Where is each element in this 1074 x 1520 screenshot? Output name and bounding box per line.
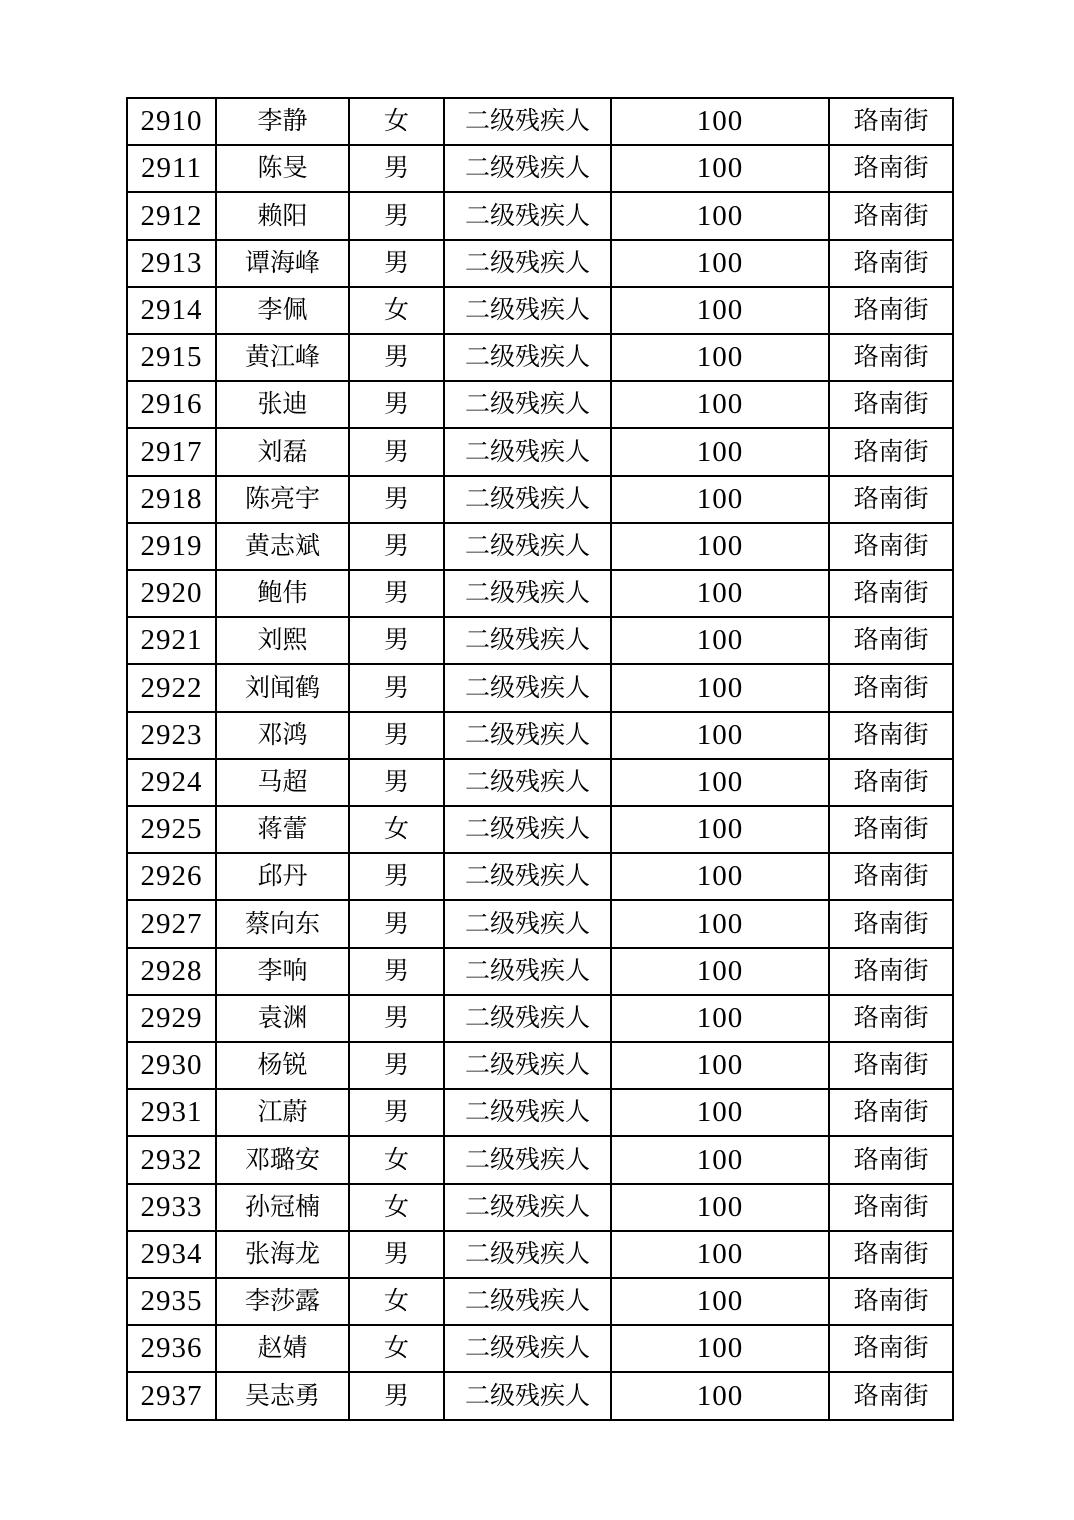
cell-name: 邓璐安 — [216, 1136, 349, 1183]
cell-amount: 100 — [611, 145, 829, 192]
cell-street: 珞南街 — [829, 617, 953, 664]
cell-amount: 100 — [611, 853, 829, 900]
cell-id: 2919 — [127, 523, 216, 570]
cell-name: 陈旻 — [216, 145, 349, 192]
table-row — [127, 334, 953, 381]
cell-id: 2931 — [127, 1089, 216, 1136]
cell-id: 2912 — [127, 192, 216, 239]
cell-category: 二级残疾人 — [444, 1278, 611, 1325]
cell-id: 2924 — [127, 759, 216, 806]
table-row — [127, 806, 953, 853]
cell-street: 珞南街 — [829, 900, 953, 947]
cell-street: 珞南街 — [829, 1089, 953, 1136]
cell-street: 珞南街 — [829, 334, 953, 381]
cell-amount: 100 — [611, 759, 829, 806]
table-row — [127, 145, 953, 192]
cell-gender: 男 — [349, 523, 444, 570]
cell-id: 2935 — [127, 1278, 216, 1325]
cell-amount: 100 — [611, 806, 829, 853]
cell-category: 二级残疾人 — [444, 570, 611, 617]
cell-street: 珞南街 — [829, 712, 953, 759]
cell-name: 刘熙 — [216, 617, 349, 664]
cell-amount: 100 — [611, 712, 829, 759]
cell-gender: 男 — [349, 617, 444, 664]
cell-id: 2914 — [127, 287, 216, 334]
cell-amount: 100 — [611, 476, 829, 523]
table-row — [127, 1089, 953, 1136]
cell-gender: 男 — [349, 570, 444, 617]
cell-name: 邓鸿 — [216, 712, 349, 759]
cell-category: 二级残疾人 — [444, 523, 611, 570]
cell-category: 二级残疾人 — [444, 240, 611, 287]
cell-id: 2922 — [127, 664, 216, 711]
cell-id: 2933 — [127, 1184, 216, 1231]
cell-street: 珞南街 — [829, 948, 953, 995]
table-row — [127, 523, 953, 570]
cell-category: 二级残疾人 — [444, 145, 611, 192]
cell-gender: 男 — [349, 240, 444, 287]
table-row — [127, 1136, 953, 1183]
cell-name: 李静 — [216, 98, 349, 145]
cell-street: 珞南街 — [829, 476, 953, 523]
table-row — [127, 712, 953, 759]
cell-name: 杨锐 — [216, 1042, 349, 1089]
cell-id: 2917 — [127, 428, 216, 475]
cell-amount: 100 — [611, 287, 829, 334]
cell-street: 珞南街 — [829, 1042, 953, 1089]
cell-amount: 100 — [611, 617, 829, 664]
cell-amount: 100 — [611, 948, 829, 995]
cell-street: 珞南街 — [829, 98, 953, 145]
cell-gender: 男 — [349, 334, 444, 381]
cell-gender: 男 — [349, 192, 444, 239]
cell-id: 2929 — [127, 995, 216, 1042]
cell-street: 珞南街 — [829, 1231, 953, 1278]
cell-street: 珞南街 — [829, 759, 953, 806]
cell-id: 2930 — [127, 1042, 216, 1089]
cell-category: 二级残疾人 — [444, 995, 611, 1042]
cell-category: 二级残疾人 — [444, 1325, 611, 1372]
table-row — [127, 1372, 953, 1420]
cell-amount: 100 — [611, 1136, 829, 1183]
cell-gender: 男 — [349, 995, 444, 1042]
cell-gender: 女 — [349, 287, 444, 334]
table-row — [127, 381, 953, 428]
table-row — [127, 617, 953, 664]
cell-name: 黄江峰 — [216, 334, 349, 381]
cell-name: 江蔚 — [216, 1089, 349, 1136]
cell-street: 珞南街 — [829, 806, 953, 853]
cell-id: 2927 — [127, 900, 216, 947]
cell-id: 2918 — [127, 476, 216, 523]
cell-street: 珞南街 — [829, 1325, 953, 1372]
cell-id: 2926 — [127, 853, 216, 900]
cell-category: 二级残疾人 — [444, 192, 611, 239]
roster-table-body — [127, 98, 953, 1420]
cell-category: 二级残疾人 — [444, 853, 611, 900]
cell-name: 刘闻鹤 — [216, 664, 349, 711]
cell-name: 吴志勇 — [216, 1372, 349, 1420]
cell-name: 李佩 — [216, 287, 349, 334]
cell-gender: 女 — [349, 1278, 444, 1325]
cell-amount: 100 — [611, 98, 829, 145]
cell-name: 黄志斌 — [216, 523, 349, 570]
cell-street: 珞南街 — [829, 1184, 953, 1231]
cell-category: 二级残疾人 — [444, 381, 611, 428]
table-row — [127, 1184, 953, 1231]
cell-gender: 男 — [349, 664, 444, 711]
cell-gender: 男 — [349, 853, 444, 900]
cell-id: 2910 — [127, 98, 216, 145]
cell-id: 2928 — [127, 948, 216, 995]
cell-name: 蔡向东 — [216, 900, 349, 947]
cell-gender: 男 — [349, 145, 444, 192]
cell-gender: 男 — [349, 900, 444, 947]
cell-amount: 100 — [611, 381, 829, 428]
cell-amount: 100 — [611, 900, 829, 947]
cell-id: 2920 — [127, 570, 216, 617]
cell-amount: 100 — [611, 1042, 829, 1089]
cell-amount: 100 — [611, 1184, 829, 1231]
cell-category: 二级残疾人 — [444, 712, 611, 759]
cell-amount: 100 — [611, 1231, 829, 1278]
cell-street: 珞南街 — [829, 1372, 953, 1420]
cell-gender: 男 — [349, 1231, 444, 1278]
cell-id: 2934 — [127, 1231, 216, 1278]
cell-amount: 100 — [611, 995, 829, 1042]
cell-id: 2923 — [127, 712, 216, 759]
cell-category: 二级残疾人 — [444, 1089, 611, 1136]
table-row — [127, 1231, 953, 1278]
table-row — [127, 1042, 953, 1089]
table-row — [127, 1325, 953, 1372]
cell-name: 赵婧 — [216, 1325, 349, 1372]
table-row — [127, 1278, 953, 1325]
cell-amount: 100 — [611, 192, 829, 239]
cell-amount: 100 — [611, 428, 829, 475]
cell-category: 二级残疾人 — [444, 1184, 611, 1231]
cell-id: 2913 — [127, 240, 216, 287]
cell-id: 2936 — [127, 1325, 216, 1372]
cell-amount: 100 — [611, 1089, 829, 1136]
cell-amount: 100 — [611, 1278, 829, 1325]
cell-amount: 100 — [611, 570, 829, 617]
cell-street: 珞南街 — [829, 287, 953, 334]
cell-category: 二级残疾人 — [444, 759, 611, 806]
cell-name: 陈亮宇 — [216, 476, 349, 523]
table-row — [127, 995, 953, 1042]
cell-street: 珞南街 — [829, 1136, 953, 1183]
cell-category: 二级残疾人 — [444, 428, 611, 475]
cell-gender: 男 — [349, 759, 444, 806]
cell-name: 蒋蕾 — [216, 806, 349, 853]
table-row — [127, 98, 953, 145]
cell-gender: 男 — [349, 1372, 444, 1420]
table-row — [127, 664, 953, 711]
cell-gender: 女 — [349, 1325, 444, 1372]
table-row — [127, 192, 953, 239]
cell-id: 2916 — [127, 381, 216, 428]
cell-amount: 100 — [611, 1325, 829, 1372]
cell-gender: 男 — [349, 948, 444, 995]
table-row — [127, 240, 953, 287]
cell-gender: 女 — [349, 98, 444, 145]
table-row — [127, 853, 953, 900]
cell-street: 珞南街 — [829, 428, 953, 475]
cell-gender: 男 — [349, 712, 444, 759]
cell-street: 珞南街 — [829, 1278, 953, 1325]
cell-category: 二级残疾人 — [444, 1231, 611, 1278]
cell-amount: 100 — [611, 240, 829, 287]
cell-category: 二级残疾人 — [444, 1136, 611, 1183]
cell-id: 2925 — [127, 806, 216, 853]
cell-name: 张迪 — [216, 381, 349, 428]
cell-name: 李莎露 — [216, 1278, 349, 1325]
cell-gender: 男 — [349, 1042, 444, 1089]
cell-street: 珞南街 — [829, 570, 953, 617]
cell-street: 珞南街 — [829, 192, 953, 239]
cell-category: 二级残疾人 — [444, 476, 611, 523]
table-row — [127, 287, 953, 334]
subsidy-roster-table — [126, 97, 954, 1421]
cell-name: 谭海峰 — [216, 240, 349, 287]
cell-name: 袁渊 — [216, 995, 349, 1042]
cell-street: 珞南街 — [829, 664, 953, 711]
cell-street: 珞南街 — [829, 523, 953, 570]
cell-gender: 女 — [349, 1184, 444, 1231]
cell-id: 2937 — [127, 1372, 216, 1420]
cell-category: 二级残疾人 — [444, 664, 611, 711]
cell-category: 二级残疾人 — [444, 1372, 611, 1420]
cell-category: 二级残疾人 — [444, 1042, 611, 1089]
cell-amount: 100 — [611, 523, 829, 570]
table-row — [127, 948, 953, 995]
cell-street: 珞南街 — [829, 853, 953, 900]
cell-category: 二级残疾人 — [444, 948, 611, 995]
cell-name: 邱丹 — [216, 853, 349, 900]
cell-category: 二级残疾人 — [444, 98, 611, 145]
cell-street: 珞南街 — [829, 381, 953, 428]
cell-gender: 女 — [349, 1136, 444, 1183]
cell-category: 二级残疾人 — [444, 287, 611, 334]
cell-category: 二级残疾人 — [444, 900, 611, 947]
cell-name: 张海龙 — [216, 1231, 349, 1278]
cell-name: 马超 — [216, 759, 349, 806]
table-row — [127, 570, 953, 617]
cell-street: 珞南街 — [829, 145, 953, 192]
cell-gender: 女 — [349, 806, 444, 853]
cell-gender: 男 — [349, 381, 444, 428]
cell-id: 2932 — [127, 1136, 216, 1183]
cell-id: 2911 — [127, 145, 216, 192]
cell-name: 李响 — [216, 948, 349, 995]
cell-name: 鲍伟 — [216, 570, 349, 617]
cell-name: 刘磊 — [216, 428, 349, 475]
cell-name: 赖阳 — [216, 192, 349, 239]
cell-amount: 100 — [611, 664, 829, 711]
cell-amount: 100 — [611, 1372, 829, 1420]
cell-street: 珞南街 — [829, 240, 953, 287]
table-row — [127, 759, 953, 806]
cell-amount: 100 — [611, 334, 829, 381]
cell-gender: 男 — [349, 476, 444, 523]
cell-id: 2915 — [127, 334, 216, 381]
cell-category: 二级残疾人 — [444, 617, 611, 664]
table-row — [127, 428, 953, 475]
cell-category: 二级残疾人 — [444, 334, 611, 381]
table-row — [127, 476, 953, 523]
table-row — [127, 900, 953, 947]
cell-street: 珞南街 — [829, 995, 953, 1042]
cell-category: 二级残疾人 — [444, 806, 611, 853]
cell-gender: 男 — [349, 428, 444, 475]
cell-id: 2921 — [127, 617, 216, 664]
cell-name: 孙冠楠 — [216, 1184, 349, 1231]
cell-gender: 男 — [349, 1089, 444, 1136]
